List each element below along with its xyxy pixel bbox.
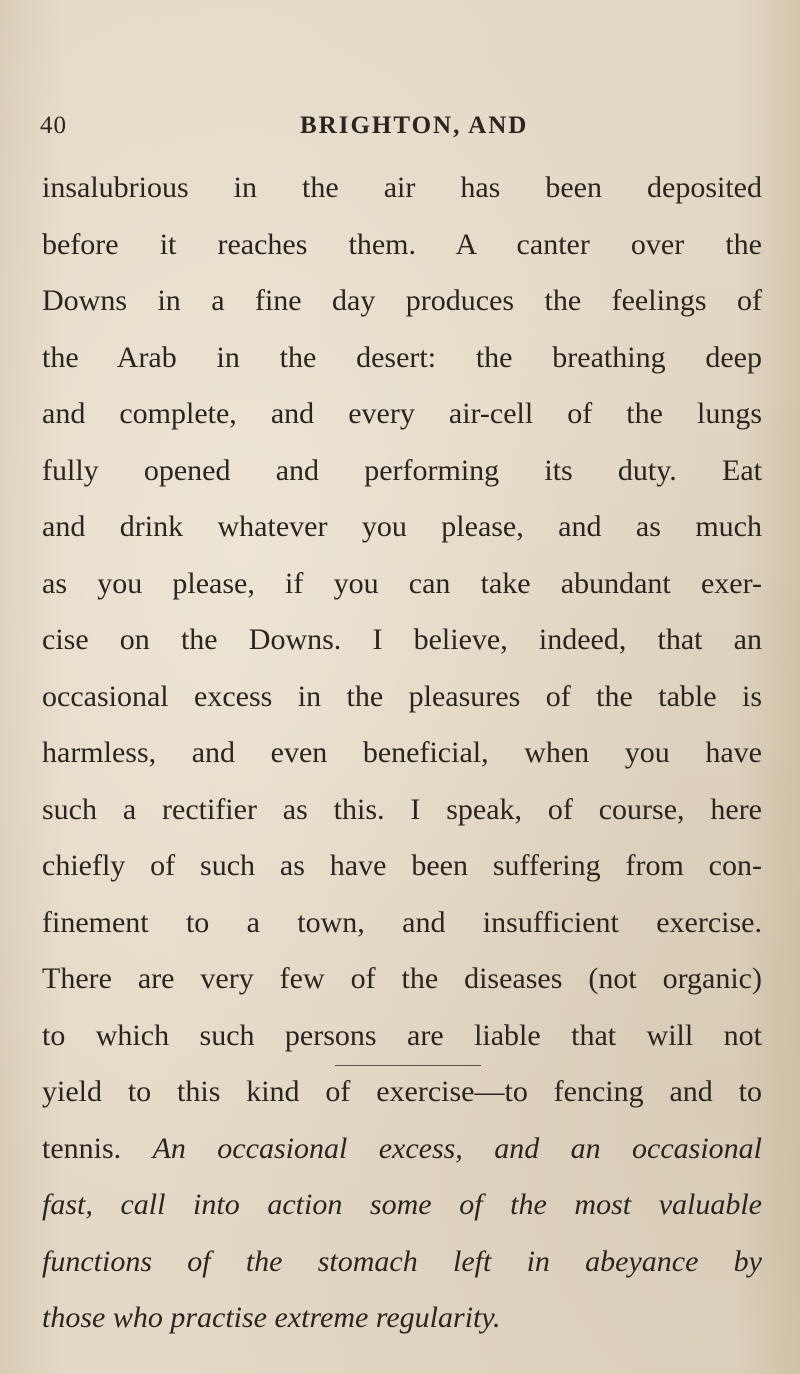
text-line: to which such persons are liable that will not xyxy=(42,1018,762,1052)
text-line: cise on the Downs. I believe, indeed, that an xyxy=(42,623,762,656)
text-line: the Arab in the desert: the breathing deep xyxy=(42,340,762,374)
text-line: before it reaches them. A canter over the xyxy=(42,227,762,261)
text-line: finement to a town, and insufficient exercise. xyxy=(42,905,762,939)
text-line: occasional excess in the pleasures of the table is xyxy=(42,679,762,713)
text-line: insalubrious in the air has been deposited xyxy=(42,171,762,204)
running-title: BRIGHTON, AND xyxy=(300,112,529,139)
page-number: 40 xyxy=(40,112,67,139)
text-line-italic: those who practise extreme regularity. xyxy=(42,1301,501,1334)
section-end-rule xyxy=(335,1065,481,1066)
text-line: such a rectifier as this. I speak, of course, here xyxy=(42,792,762,826)
text-line: tennis. An occasional excess, and an occasional xyxy=(42,1131,762,1165)
text-line: harmless, and even beneficial, when you have xyxy=(42,736,762,769)
body-text xyxy=(42,160,762,1347)
text-line: Downs in a fine day produces the feelings of xyxy=(42,284,762,317)
text-line: chiefly of such as have been suffering from con- xyxy=(42,849,762,882)
text-line: and drink whatever you please, and as much xyxy=(42,510,762,543)
text-line-italic: functions of the stomach left in abeyance by xyxy=(42,1244,762,1278)
running-head xyxy=(40,112,760,152)
text-line: as you please, if you can take abundant exer- xyxy=(42,566,762,600)
text-line: There are very few of the diseases (not organic) xyxy=(42,962,762,995)
text-line: and complete, and every air-cell of the lungs xyxy=(42,397,762,430)
text-line-italic: fast, call into action some of the most valuable xyxy=(42,1188,762,1221)
text-line: yield to this kind of exercise—to fencing and to xyxy=(42,1075,762,1108)
text-line: fully opened and performing its duty. Eat xyxy=(42,453,762,487)
